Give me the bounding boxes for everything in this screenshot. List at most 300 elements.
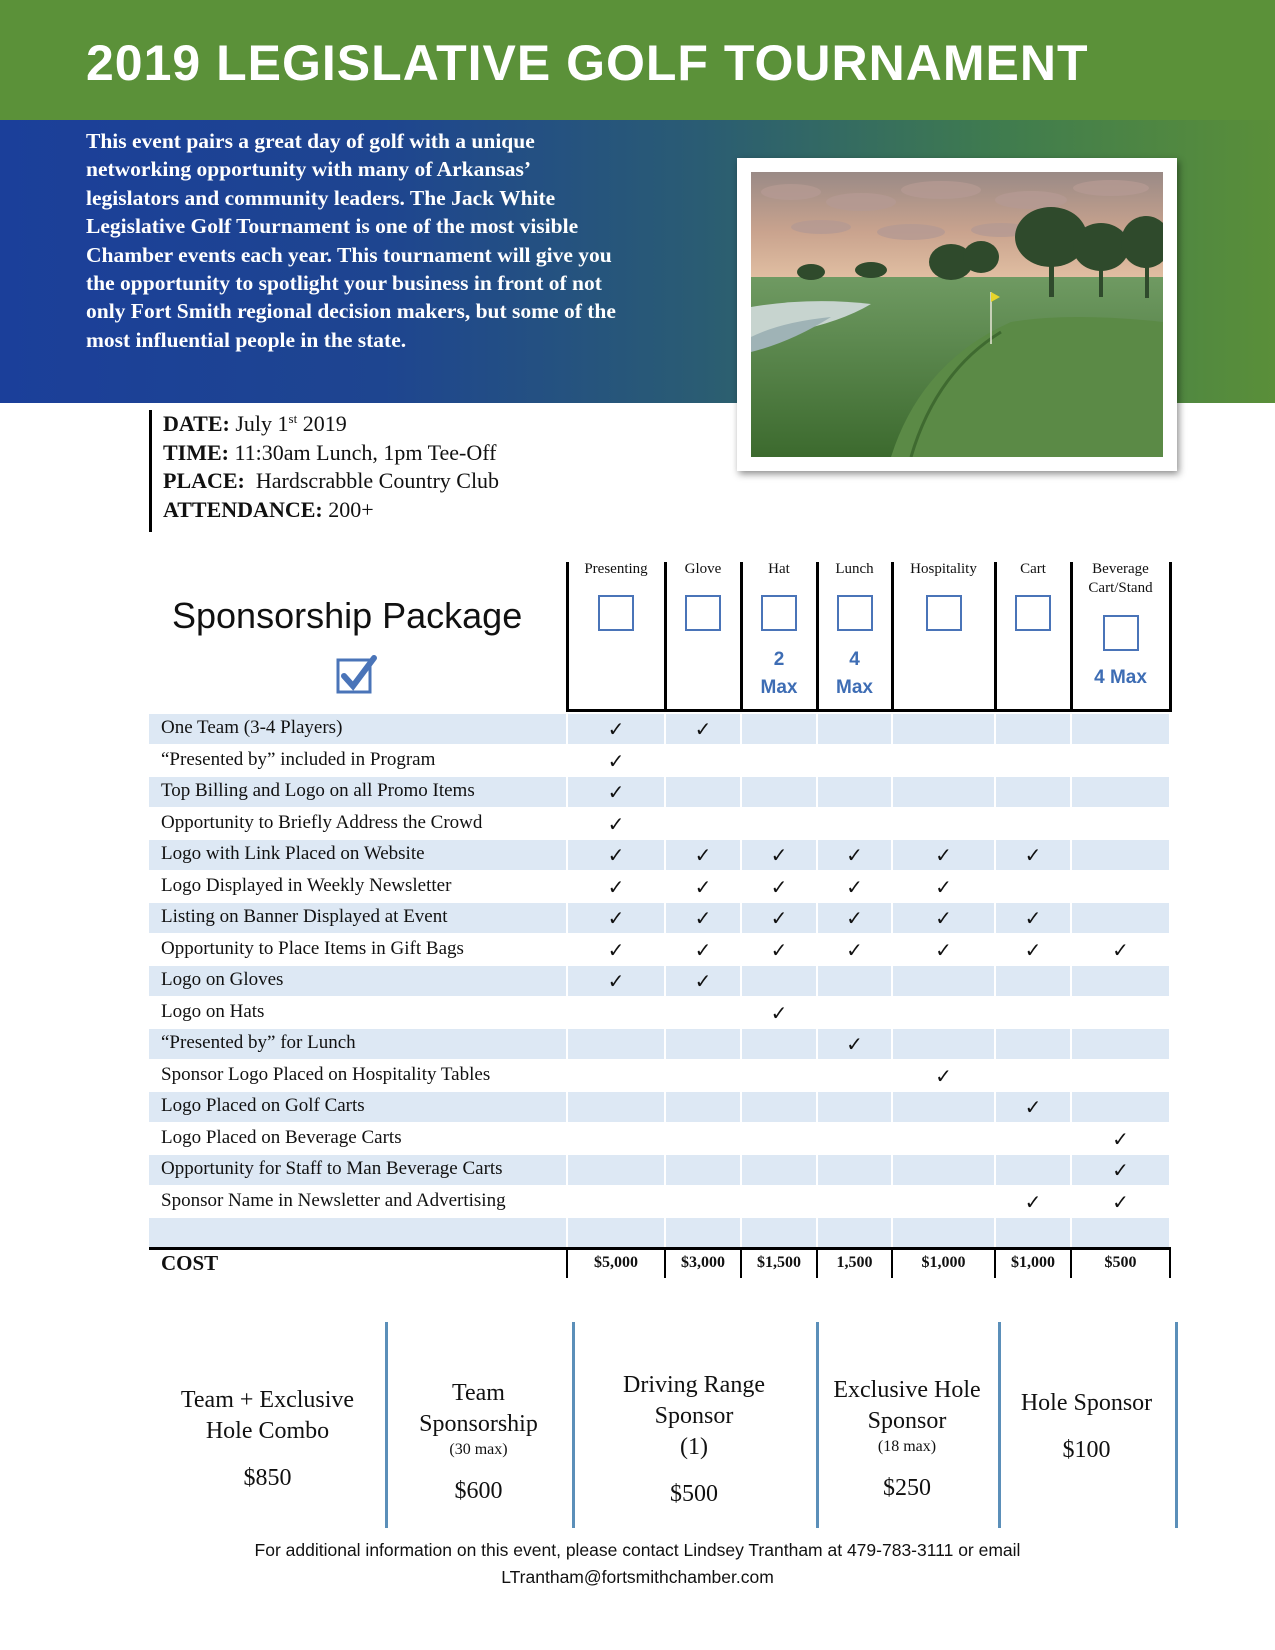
place-line: [163, 467, 499, 496]
row-label: Opportunity for Staff to Man Beverage Carts: [161, 1158, 503, 1179]
cost-divider: [566, 1248, 568, 1278]
date-line: [163, 410, 499, 439]
row-label: Sponsor Name in Newsletter and Advertising: [161, 1189, 506, 1211]
table-row: [149, 1061, 1171, 1093]
time-value: 11:30am Lunch, 1pm Tee-Off: [234, 439, 497, 465]
cell-divider: [664, 1124, 666, 1154]
cost-divider: [664, 1248, 666, 1278]
row-label: Logo on Gloves: [161, 969, 284, 990]
cell-divider: [816, 903, 818, 933]
cell-divider: [1070, 935, 1072, 965]
cell-divider: [1169, 1187, 1171, 1217]
cost-value: $1,000: [1011, 1254, 1055, 1271]
footer: [0, 1537, 1275, 1591]
check-mark-icon: ✓: [1024, 937, 1042, 962]
package-checkbox-icon: [336, 654, 378, 699]
package-tile: [150, 1385, 385, 1494]
column-name: Presenting: [584, 561, 648, 577]
page-title: 2019 LEGISLATIVE GOLF TOURNAMENT: [86, 35, 1089, 91]
package-price: $100: [1062, 1437, 1111, 1463]
cell-divider: [1169, 966, 1171, 996]
cell-divider: [1169, 714, 1171, 744]
cell-divider: [740, 1124, 742, 1154]
cell-divider: [566, 872, 568, 902]
cell-divider: [1070, 966, 1072, 996]
cell-divider: [994, 935, 996, 965]
cell-divider: [740, 1029, 742, 1059]
date-value: July 1: [235, 411, 289, 436]
cell-divider: [816, 966, 818, 996]
cell-divider: [994, 1061, 996, 1091]
cell-divider: [891, 1092, 893, 1122]
package-price: $250: [883, 1475, 931, 1501]
cell-divider: [1070, 714, 1072, 744]
cell-divider: [566, 1092, 568, 1122]
cell-divider: [664, 809, 666, 839]
package-name-line: Hole Combo: [205, 1418, 330, 1444]
column-header: [741, 560, 817, 710]
cell-divider: [664, 1029, 666, 1059]
check-mark-icon: ✓: [935, 906, 952, 930]
cell-divider: [1169, 998, 1171, 1028]
max-note-line: Max: [836, 677, 873, 698]
package-name-line: Sponsor: [654, 1403, 734, 1429]
date-sup: st: [288, 411, 298, 426]
date-label: DATE:: [163, 411, 230, 436]
cell-divider: [1169, 1124, 1171, 1154]
check-mark-icon: ✓: [770, 843, 788, 867]
check-mark-icon: ✓: [607, 717, 625, 741]
cell-divider: [566, 1218, 568, 1248]
package-name-line: Hole Sponsor: [1020, 1390, 1153, 1416]
row-label: Opportunity to Place Items in Gift Bags: [161, 937, 464, 959]
cost-value: $5,000: [594, 1254, 638, 1271]
cell-divider: [740, 966, 742, 996]
cell-divider: [740, 872, 742, 902]
time-line: [163, 439, 499, 468]
cell-divider: [740, 714, 742, 744]
cell-divider: [994, 777, 996, 807]
check-mark-icon: ✓: [770, 874, 788, 899]
cell-divider: [891, 1029, 893, 1059]
cell-divider: [994, 903, 996, 933]
golf-course-photo: [751, 172, 1163, 457]
max-note-line: 4: [849, 649, 860, 670]
check-mark-icon: ✓: [1112, 937, 1129, 962]
check-mark-icon: ✓: [694, 969, 712, 993]
cell-divider: [1169, 746, 1171, 776]
table-row: [149, 872, 1171, 904]
table-row: [149, 809, 1171, 841]
cell-divider: [664, 935, 666, 965]
check-mark-icon: ✓: [607, 811, 625, 836]
sponsor-checkbox[interactable]: [761, 595, 797, 631]
table-row: [149, 714, 1171, 746]
cell-divider: [566, 1061, 568, 1091]
table-row: [149, 777, 1171, 809]
cell-divider: [1070, 809, 1072, 839]
check-mark-icon: ✓: [1024, 906, 1042, 930]
row-label: One Team (3-4 Players): [161, 717, 343, 738]
sponsor-checkbox[interactable]: [1015, 595, 1051, 631]
cell-divider: [566, 1029, 568, 1059]
title-bar: [0, 0, 1275, 120]
cost-value: $1,500: [757, 1254, 801, 1271]
cell-divider: [740, 998, 742, 1028]
package-limit: (18 max): [877, 1438, 937, 1455]
cell-divider: [740, 1092, 742, 1122]
cell-divider: [816, 714, 818, 744]
cell-divider: [664, 1061, 666, 1091]
package-price: $600: [454, 1478, 503, 1504]
cell-divider: [1169, 903, 1171, 933]
cell-divider: [994, 998, 996, 1028]
cost-divider: [1169, 1248, 1171, 1278]
cell-divider: [664, 746, 666, 776]
cell-divider: [891, 1061, 893, 1091]
cell-divider: [1169, 935, 1171, 965]
cell-divider: [664, 714, 666, 744]
cell-divider: [994, 1218, 996, 1248]
row-label: Logo Placed on Golf Carts: [161, 1095, 365, 1116]
sponsor-checkbox[interactable]: [926, 595, 962, 631]
column-divider: [740, 562, 743, 712]
event-details: [149, 410, 499, 532]
cell-divider: [566, 777, 568, 807]
cell-divider: [891, 1218, 893, 1248]
cell-divider: [891, 903, 893, 933]
column-name: Beverage: [1092, 561, 1149, 577]
cost-value: $3,000: [681, 1254, 725, 1271]
cell-divider: [566, 746, 568, 776]
check-mark-icon: ✓: [607, 937, 625, 962]
cell-divider: [891, 998, 893, 1028]
cell-divider: [816, 1061, 818, 1091]
cost-value: 1,500: [836, 1254, 873, 1271]
cell-divider: [1169, 809, 1171, 839]
sponsorship-title: Sponsorship Package: [172, 595, 523, 636]
check-mark-icon: ✓: [694, 906, 712, 930]
cell-divider: [740, 1061, 742, 1091]
cell-divider: [994, 714, 996, 744]
sponsor-checkbox[interactable]: [837, 595, 873, 631]
check-mark-icon: ✓: [1024, 843, 1042, 867]
column-name: Lunch: [835, 561, 874, 577]
place-value: Hardscrabble Country Club: [255, 468, 500, 493]
column-name: Cart: [1020, 561, 1046, 577]
cell-divider: [1169, 777, 1171, 807]
cell-divider: [891, 777, 893, 807]
cell-divider: [566, 935, 568, 965]
row-label: Top Billing and Logo on all Promo Items: [161, 780, 475, 801]
table-row: [149, 1029, 1171, 1061]
column-divider: [1169, 562, 1172, 712]
cell-divider: [664, 998, 666, 1028]
cost-value: $1,000: [921, 1254, 966, 1271]
package-name-line: Sponsor: [867, 1408, 947, 1434]
cell-divider: [994, 746, 996, 776]
cost-label: COST: [161, 1251, 219, 1275]
package-tile: [572, 1370, 816, 1510]
cell-divider: [566, 998, 568, 1028]
cell-divider: [891, 872, 893, 902]
cell-divider: [566, 903, 568, 933]
time-label: TIME:: [163, 439, 229, 465]
cost-divider: [740, 1248, 742, 1278]
package-name-line: Sponsorship: [419, 1411, 538, 1437]
check-mark-icon: ✓: [1024, 1189, 1042, 1214]
check-mark-icon: ✓: [935, 874, 952, 899]
cell-divider: [740, 777, 742, 807]
cell-divider: [740, 935, 742, 965]
cell-divider: [566, 1124, 568, 1154]
cell-divider: [664, 1218, 666, 1248]
cell-divider: [1169, 872, 1171, 902]
intro-text: This event pairs a great day of golf with a unique networking opportunity with many of Arkansas’ legislators and community leaders. The Jack White Legislative Golf Tournament is one of the most visible Chamber events each year. This tournament will give you the opportunity to spotlight your business in front of not only Fort Smith regional decision makers, but some of the most influential people in the state.: [86, 129, 616, 352]
package-name-line: (1): [680, 1434, 708, 1460]
table-row: [149, 840, 1171, 872]
column-name: Hat: [768, 561, 790, 577]
check-mark-icon: ✓: [694, 874, 712, 899]
table-row: [149, 746, 1171, 778]
column-name: Glove: [684, 561, 722, 577]
cell-divider: [1169, 1155, 1171, 1185]
cell-divider: [994, 809, 996, 839]
cell-divider: [891, 1155, 893, 1185]
footer-line-1: For additional information on this event, please contact Lindsey Trantham at 479-783-3111 or email: [254, 1540, 1021, 1560]
cell-divider: [994, 840, 996, 870]
check-mark-icon: ✓: [846, 874, 863, 899]
cell-divider: [994, 966, 996, 996]
cell-divider: [1169, 1029, 1171, 1059]
check-mark-icon: ✓: [846, 906, 863, 930]
column-header: [1071, 560, 1170, 710]
cell-divider: [816, 998, 818, 1028]
cell-divider: [566, 1155, 568, 1185]
column-divider: [816, 562, 819, 712]
cell-divider: [1070, 840, 1072, 870]
cell-divider: [1070, 777, 1072, 807]
cell-divider: [816, 746, 818, 776]
cell-divider: [740, 746, 742, 776]
column-header: [995, 560, 1071, 710]
cell-divider: [994, 1092, 996, 1122]
row-label: Opportunity to Briefly Address the Crowd: [161, 811, 483, 833]
footer-email: LTrantham@fortsmithchamber.com: [501, 1567, 774, 1587]
column-divider: [664, 562, 667, 712]
package-price: $850: [243, 1465, 292, 1491]
cell-divider: [740, 1187, 742, 1217]
golf-course-photo-frame: [737, 158, 1177, 471]
column-header: [665, 560, 741, 710]
cell-divider: [566, 1187, 568, 1217]
cell-divider: [816, 1155, 818, 1185]
cell-divider: [816, 777, 818, 807]
cell-divider: [816, 1092, 818, 1122]
cell-divider: [891, 935, 893, 965]
cost-value: $500: [1104, 1254, 1137, 1271]
column-header: [567, 560, 665, 710]
cell-divider: [740, 1155, 742, 1185]
cost-divider: [994, 1248, 996, 1278]
cell-divider: [994, 1187, 996, 1217]
cell-divider: [816, 840, 818, 870]
check-mark-icon: ✓: [607, 780, 625, 804]
max-note-line: 4 Max: [1094, 667, 1147, 688]
check-mark-icon: ✓: [1112, 1158, 1129, 1182]
cell-divider: [566, 809, 568, 839]
check-mark-icon: ✓: [846, 843, 863, 867]
cell-divider: [1070, 1124, 1072, 1154]
cell-divider: [740, 1218, 742, 1248]
cell-divider: [1169, 1218, 1171, 1248]
cell-divider: [664, 903, 666, 933]
cell-divider: [664, 872, 666, 902]
cell-divider: [994, 1155, 996, 1185]
cell-divider: [816, 1029, 818, 1059]
cost-divider: [816, 1248, 818, 1278]
cell-divider: [1070, 1029, 1072, 1059]
check-mark-icon: ✓: [1112, 1189, 1129, 1214]
row-label: “Presented by” for Lunch: [161, 1032, 356, 1053]
row-label: Logo Placed on Beverage Carts: [161, 1126, 402, 1148]
package-name-line: Team: [452, 1380, 505, 1406]
column-divider: [891, 562, 894, 712]
table-row: [149, 1218, 1171, 1250]
package-divider: [1175, 1322, 1178, 1528]
max-note: [741, 646, 817, 702]
cell-divider: [664, 1155, 666, 1185]
column-divider: [994, 562, 997, 712]
row-label: Sponsor Logo Placed on Hospitality Tables: [161, 1063, 491, 1085]
column-divider: [566, 562, 569, 712]
cell-divider: [566, 714, 568, 744]
cell-divider: [891, 1187, 893, 1217]
attendance-line: [163, 496, 499, 525]
cell-divider: [816, 809, 818, 839]
column-name: Hospitality: [910, 561, 977, 577]
table-row: [149, 1155, 1171, 1187]
cell-divider: [1169, 1092, 1171, 1122]
cell-divider: [891, 809, 893, 839]
check-mark-icon: ✓: [607, 748, 625, 773]
cell-divider: [1169, 1061, 1171, 1091]
cell-divider: [891, 1124, 893, 1154]
table-row: [149, 966, 1171, 998]
cell-divider: [664, 1092, 666, 1122]
cell-divider: [816, 1218, 818, 1248]
table-row: [149, 903, 1171, 935]
row-label: Logo with Link Placed on Website: [161, 843, 425, 864]
cost-rule: [149, 1247, 1171, 1250]
cell-divider: [1070, 998, 1072, 1028]
package-name-line: Driving Range: [623, 1372, 765, 1398]
cell-divider: [1070, 746, 1072, 776]
cell-divider: [994, 1029, 996, 1059]
column-divider: [1070, 562, 1073, 712]
check-mark-icon: ✓: [694, 937, 712, 962]
check-mark-icon: ✓: [607, 906, 625, 930]
cell-divider: [816, 935, 818, 965]
cell-divider: [1070, 1187, 1072, 1217]
check-mark-icon: ✓: [1112, 1126, 1129, 1151]
check-mark-icon: ✓: [694, 843, 712, 867]
row-label: Logo Displayed in Weekly Newsletter: [161, 874, 452, 896]
sponsor-checkbox[interactable]: [685, 595, 721, 631]
table-row: [149, 935, 1171, 967]
cell-divider: [566, 840, 568, 870]
package-limit: (30 max): [449, 1441, 508, 1458]
row-label: “Presented by” included in Program: [161, 748, 436, 770]
check-mark-icon: ✓: [935, 937, 952, 962]
cell-divider: [816, 1124, 818, 1154]
sponsor-checkbox[interactable]: [598, 595, 634, 631]
cell-divider: [740, 903, 742, 933]
check-mark-icon: ✓: [607, 874, 625, 899]
table-row: [149, 1092, 1171, 1124]
table-row: [149, 1124, 1171, 1156]
max-note: [1071, 664, 1170, 692]
check-mark-icon: ✓: [770, 937, 788, 962]
max-note-line: Max: [760, 677, 798, 698]
cell-divider: [1070, 872, 1072, 902]
cell-divider: [1070, 903, 1072, 933]
sponsor-checkbox[interactable]: [1103, 615, 1139, 651]
cost-divider: [891, 1248, 893, 1278]
cell-divider: [1070, 1061, 1072, 1091]
header-bottom-rule: [567, 709, 1171, 712]
cost-divider: [1070, 1248, 1072, 1278]
max-note-line: 2: [773, 649, 785, 670]
check-mark-icon: ✓: [935, 1063, 952, 1088]
cell-divider: [740, 840, 742, 870]
date-year: 2019: [302, 411, 347, 436]
package-tile: [816, 1375, 998, 1504]
cell-divider: [994, 872, 996, 902]
package-name-line: Team + Exclusive: [180, 1387, 355, 1413]
place-label: PLACE:: [163, 468, 245, 493]
package-tile: [385, 1378, 572, 1507]
check-mark-icon: ✓: [770, 906, 788, 930]
column-name: Cart/Stand: [1088, 580, 1153, 596]
package-tile: [998, 1388, 1175, 1466]
attendance-label: ATTENDANCE:: [163, 496, 323, 522]
package-name-line: Exclusive Hole: [833, 1377, 981, 1403]
cell-divider: [891, 714, 893, 744]
cell-divider: [664, 840, 666, 870]
check-mark-icon: ✓: [607, 843, 625, 867]
check-mark-icon: ✓: [694, 717, 712, 741]
column-header: [817, 560, 892, 710]
cell-divider: [994, 1124, 996, 1154]
cell-divider: [816, 872, 818, 902]
cell-divider: [566, 966, 568, 996]
cell-divider: [891, 840, 893, 870]
check-mark-icon: ✓: [1024, 1095, 1042, 1119]
package-price: $500: [670, 1481, 718, 1507]
cell-divider: [664, 966, 666, 996]
cell-divider: [891, 746, 893, 776]
cell-divider: [1070, 1218, 1072, 1248]
row-label: Logo on Hats: [161, 1000, 265, 1022]
table-row: [149, 998, 1171, 1030]
cell-divider: [664, 777, 666, 807]
check-mark-icon: ✓: [770, 1000, 788, 1025]
check-mark-icon: ✓: [607, 969, 625, 993]
table-row: [149, 1187, 1171, 1219]
cell-divider: [1070, 1092, 1072, 1122]
cell-divider: [816, 1187, 818, 1217]
